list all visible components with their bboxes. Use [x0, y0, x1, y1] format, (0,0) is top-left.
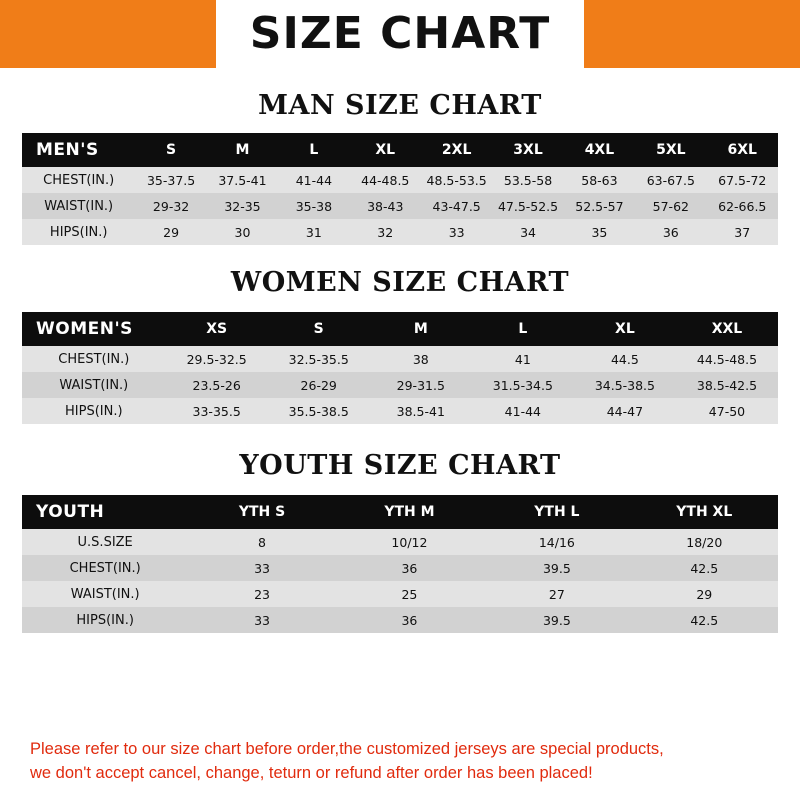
cell: 41-44 — [278, 167, 349, 193]
banner-right-fill — [740, 0, 800, 68]
women-header-xl: XL — [574, 312, 676, 346]
table-row — [22, 167, 778, 193]
women-header-xxl: XXL — [676, 312, 778, 346]
table-header-row — [22, 312, 778, 346]
cell: 8 — [188, 529, 335, 555]
cell: 38 — [370, 346, 472, 372]
cell: 34.5-38.5 — [574, 372, 676, 398]
cell: 33 — [188, 555, 335, 581]
row-label: U.S.SIZE — [22, 529, 188, 555]
banner-left-fill — [0, 0, 60, 68]
cell: 18/20 — [631, 529, 778, 555]
row-label: CHEST(IN.) — [22, 346, 166, 372]
cell: 27 — [483, 581, 630, 607]
men-header-l: L — [278, 133, 349, 167]
cell: 25 — [336, 581, 483, 607]
row-label: HIPS(IN.) — [22, 398, 166, 424]
men-header-4xl: 4XL — [564, 133, 635, 167]
cell: 29 — [135, 219, 206, 245]
row-label: HIPS(IN.) — [22, 219, 135, 245]
cell: 48.5-53.5 — [421, 167, 492, 193]
cell: 52.5-57 — [564, 193, 635, 219]
cell: 47.5-52.5 — [492, 193, 563, 219]
youth-header-l: YTH L — [483, 495, 630, 529]
women-header-label: WOMEN'S — [22, 312, 166, 346]
table-row — [22, 398, 778, 424]
men-header-s: S — [135, 133, 206, 167]
cell: 43-47.5 — [421, 193, 492, 219]
row-label: WAIST(IN.) — [22, 372, 166, 398]
cell: 29-31.5 — [370, 372, 472, 398]
cell: 34 — [492, 219, 563, 245]
men-header-xl: XL — [350, 133, 421, 167]
men-section-title: MAN SIZE CHART — [258, 90, 542, 121]
youth-header-s: YTH S — [188, 495, 335, 529]
cell: 33-35.5 — [166, 398, 268, 424]
cell: 44.5 — [574, 346, 676, 372]
row-label: WAIST(IN.) — [22, 581, 188, 607]
cell: 32.5-35.5 — [268, 346, 370, 372]
women-header-l: L — [472, 312, 574, 346]
table-row — [22, 555, 778, 581]
table-row — [22, 372, 778, 398]
women-section-title: WOMEN SIZE CHART — [230, 267, 570, 298]
cell: 36 — [336, 607, 483, 633]
cell: 33 — [421, 219, 492, 245]
cell: 39.5 — [483, 607, 630, 633]
table-header-row — [22, 133, 778, 167]
cell: 58-63 — [564, 167, 635, 193]
cell: 30 — [207, 219, 278, 245]
cell: 32-35 — [207, 193, 278, 219]
footer-line-1: Please refer to our size chart before order,the customized jerseys are special products, — [30, 739, 664, 758]
cell: 38.5-41 — [370, 398, 472, 424]
chart-content — [0, 68, 800, 800]
cell: 32 — [350, 219, 421, 245]
cell: 35-37.5 — [135, 167, 206, 193]
cell: 39.5 — [483, 555, 630, 581]
cell: 42.5 — [631, 555, 778, 581]
cell: 10/12 — [336, 529, 483, 555]
cell: 53.5-58 — [492, 167, 563, 193]
cell: 44-48.5 — [350, 167, 421, 193]
page-title: SIZE CHART — [216, 0, 584, 68]
cell: 37.5-41 — [207, 167, 278, 193]
youth-header-m: YTH M — [336, 495, 483, 529]
youth-header-xl: YTH XL — [631, 495, 778, 529]
row-label: CHEST(IN.) — [22, 167, 135, 193]
table-row — [22, 607, 778, 633]
table-row — [22, 581, 778, 607]
table-row — [22, 529, 778, 555]
women-header-m: M — [370, 312, 472, 346]
cell: 29.5-32.5 — [166, 346, 268, 372]
men-header-2xl: 2XL — [421, 133, 492, 167]
table-row — [22, 219, 778, 245]
row-label: CHEST(IN.) — [22, 555, 188, 581]
men-header-6xl: 6XL — [707, 133, 778, 167]
cell: 35-38 — [278, 193, 349, 219]
cell: 31.5-34.5 — [472, 372, 574, 398]
cell: 67.5-72 — [707, 167, 778, 193]
footer-disclaimer — [22, 727, 778, 800]
row-label: HIPS(IN.) — [22, 607, 188, 633]
cell: 47-50 — [676, 398, 778, 424]
cell: 44.5-48.5 — [676, 346, 778, 372]
cell: 38-43 — [350, 193, 421, 219]
cell: 23 — [188, 581, 335, 607]
cell: 35 — [564, 219, 635, 245]
men-size-table — [22, 133, 778, 245]
cell: 57-62 — [635, 193, 706, 219]
women-header-s: S — [268, 312, 370, 346]
cell: 29-32 — [135, 193, 206, 219]
cell: 36 — [336, 555, 483, 581]
footer-line-2: we don't accept cancel, change, teturn or refund after order has been placed! — [30, 764, 593, 783]
row-label: WAIST(IN.) — [22, 193, 135, 219]
youth-header-label: YOUTH — [22, 495, 188, 529]
table-header-row — [22, 495, 778, 529]
cell: 41 — [472, 346, 574, 372]
cell: 36 — [635, 219, 706, 245]
cell: 26-29 — [268, 372, 370, 398]
cell: 14/16 — [483, 529, 630, 555]
cell: 29 — [631, 581, 778, 607]
table-row — [22, 346, 778, 372]
table-row — [22, 193, 778, 219]
youth-size-table — [22, 495, 778, 633]
cell: 35.5-38.5 — [268, 398, 370, 424]
cell: 31 — [278, 219, 349, 245]
men-header-m: M — [207, 133, 278, 167]
men-header-3xl: 3XL — [492, 133, 563, 167]
cell: 44-47 — [574, 398, 676, 424]
women-header-xs: XS — [166, 312, 268, 346]
cell: 63-67.5 — [635, 167, 706, 193]
cell: 23.5-26 — [166, 372, 268, 398]
cell: 38.5-42.5 — [676, 372, 778, 398]
men-header-5xl: 5XL — [635, 133, 706, 167]
youth-section-title: YOUTH SIZE CHART — [239, 450, 561, 481]
cell: 41-44 — [472, 398, 574, 424]
cell: 42.5 — [631, 607, 778, 633]
men-header-label: MEN'S — [22, 133, 135, 167]
cell: 37 — [707, 219, 778, 245]
header-banner — [0, 0, 800, 68]
women-size-table — [22, 312, 778, 424]
cell: 62-66.5 — [707, 193, 778, 219]
cell: 33 — [188, 607, 335, 633]
